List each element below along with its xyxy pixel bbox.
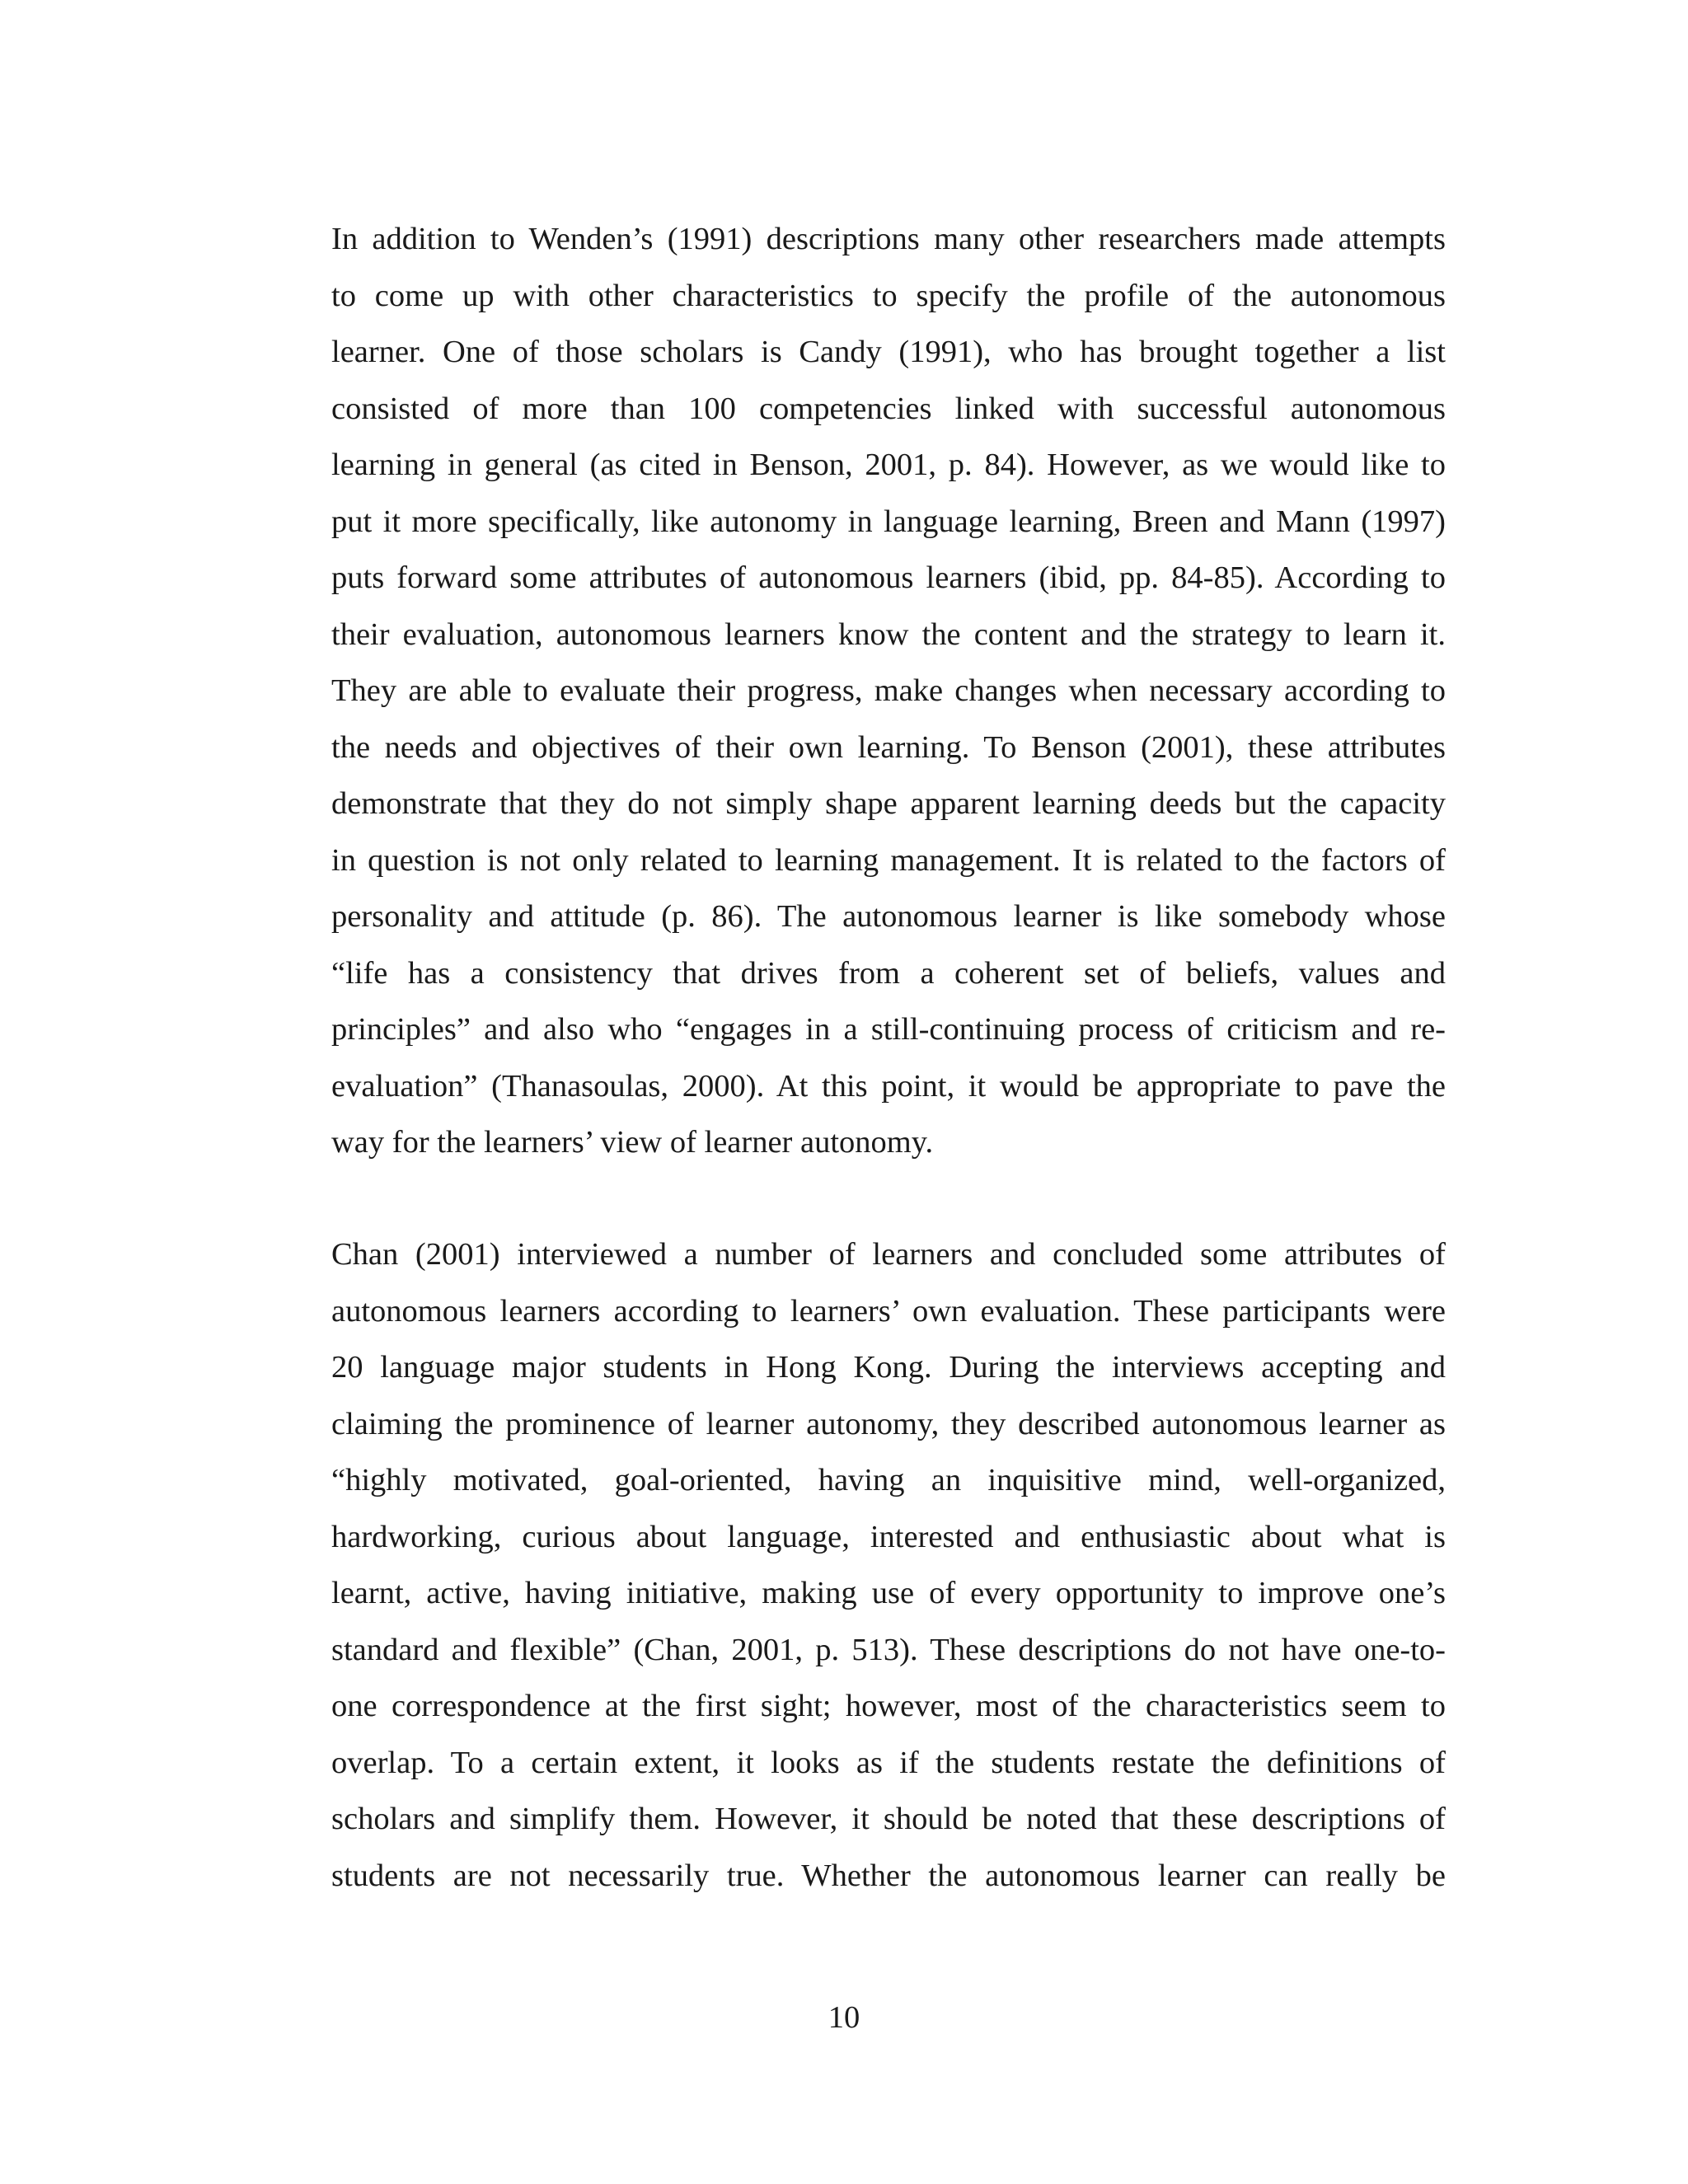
text-line: autonomous learners according to learners’ own evaluation. These participants were [331,1293,1446,1329]
text-line: puts forward some attributes of autonomous learners (ibid, pp. 84-85). According to [331,560,1446,595]
text-line: 20 language major students in Hong Kong. During the interviews accepting and [331,1350,1446,1385]
text-line: consisted of more than 100 competencies linked with successful autonomous [331,391,1446,426]
text-line: learner. One of those scholars is Candy (1991), who has brought together a list [331,335,1446,369]
text-line: personality and attitude (p. 86). The autonomous learner is like somebody whose [331,899,1446,934]
text-line: learnt, active, having initiative, making use of every opportunity to improve one’s [331,1576,1446,1610]
text-line: students are not necessarily true. Whether the autonomous learner can really be [331,1858,1446,1893]
text-line: overlap. To a certain extent, it looks as if the students restate the definitions of [331,1745,1446,1780]
text-line: way for the learners’ view of learner autonomy. [331,1125,934,1160]
text-line: claiming the prominence of learner autonomy, they described autonomous learner as [331,1406,1446,1441]
text-line: learning in general (as cited in Benson, 2001, p. 84). However, as we would like to [331,448,1446,482]
text-line: the needs and objectives of their own learning. To Benson (2001), these attributes [331,729,1446,765]
page-number: 10 [828,2000,860,2035]
text-line: Chan (2001) interviewed a number of learners and concluded some attributes of [331,1237,1446,1272]
text-line: their evaluation, autonomous learners know the content and the strategy to learn it. [331,616,1446,652]
text-line: “highly motivated, goal-oriented, having an inquisitive mind, well-organized, [331,1463,1446,1497]
text-line: hardworking, curious about language, interested and enthusiastic about what is [331,1519,1446,1554]
paragraph-1 [331,211,1446,1171]
text-line: principles” and also who “engages in a still-continuing process of criticism and re- [331,1012,1446,1047]
text-line: demonstrate that they do not simply shape apparent learning deeds but the capacity [331,786,1446,821]
text-line: They are able to evaluate their progress, make changes when necessary according to [331,673,1446,708]
text-line: “life has a consistency that drives from a coherent set of beliefs, values and [331,955,1446,991]
text-line: put it more specifically, like autonomy in language learning, Breen and Mann (1997) [331,504,1446,539]
paragraph-2 [331,1226,1446,1904]
text-line: scholars and simplify them. However, it should be noted that these descriptions of [331,1802,1446,1836]
text-line: to come up with other characteristics to specify the profile of the autonomous [331,278,1446,313]
text-line: evaluation” (Thanasoulas, 2000). At this point, it would be appropriate to pave the [331,1068,1446,1104]
text-line: in question is not only related to learning management. It is related to the factors of [331,842,1446,878]
text-line: In addition to Wenden’s (1991) descriptions many other researchers made attempts [331,222,1446,256]
text-line: one correspondence at the first sight; however, most of the characteristics seem to [331,1689,1446,1723]
text-line: standard and flexible” (Chan, 2001, p. 513). These descriptions do not have one-to- [331,1632,1446,1667]
